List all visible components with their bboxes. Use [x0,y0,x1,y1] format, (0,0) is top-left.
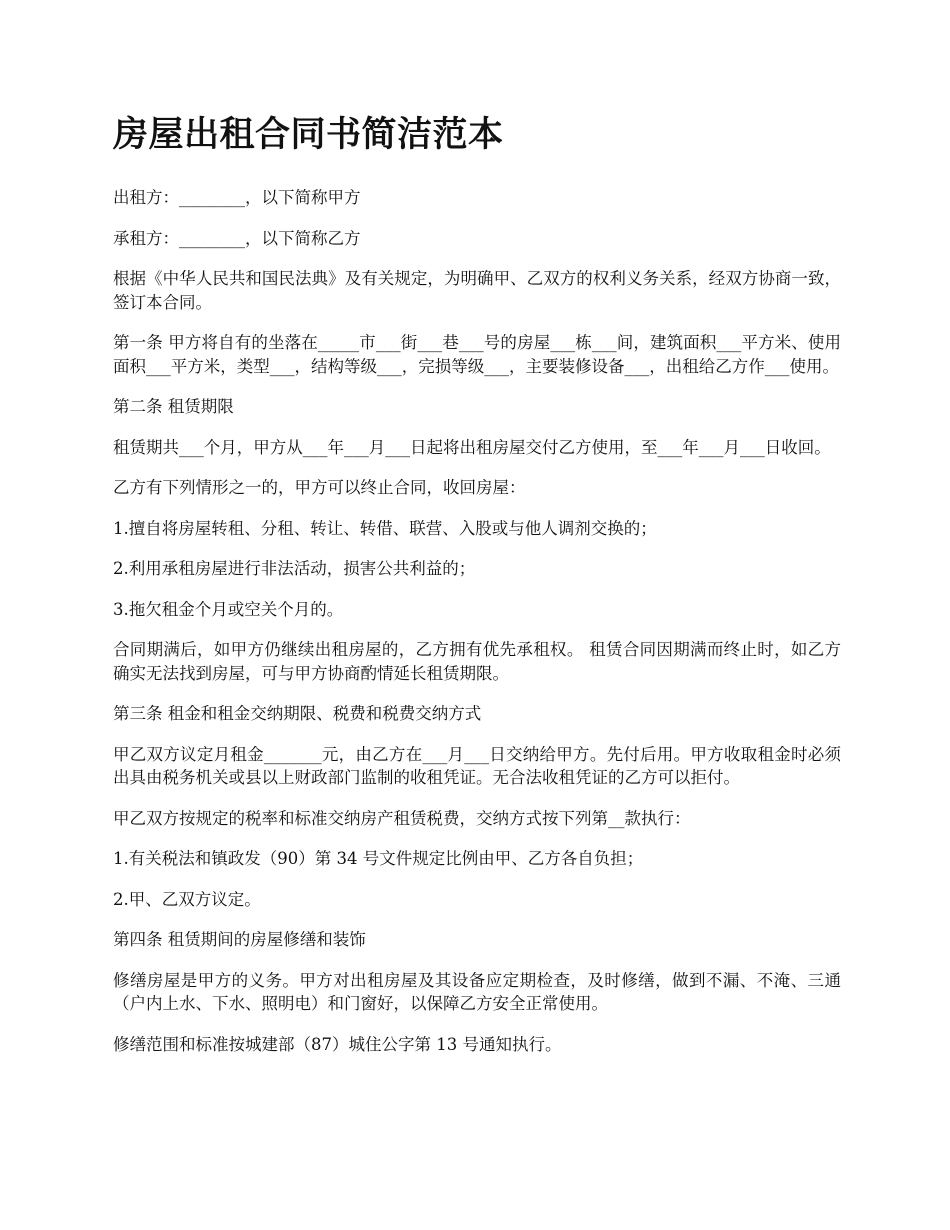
repair-duty-paragraph: 修缮房屋是甲方的义务。甲方对出租房屋及其设备应定期检查，及时修缮，做到不漏、不淹、三通（户内上水、下水、照明电）和门窗好，以保障乙方安全正常使用。 [113,970,841,1013]
tax-item-1: 1.有关税法和镇政发（90）第 34 号文件规定比例由甲、乙方各自负担； [113,849,644,868]
tax-intro-paragraph: 甲乙双方按规定的税率和标准交纳房产租赁税费，交纳方式按下列第__款执行： [113,808,691,828]
termination-intro-paragraph: 乙方有下列情形之一的，甲方可以终止合同，收回房屋： [113,478,526,497]
document-page [113,110,841,1073]
article-1-paragraph: 第一条 甲方将自有的坐落在_____市___街___巷___号的房屋___栋___间，建筑面积___平方米、使用面积___平方米，类型___，结构等级___，完损等级___，主要装修设备___，出租给乙方作___使用。 [113,333,841,376]
termination-item-2: 2.利用承租房屋进行非法活动，损害公共利益的； [113,559,476,578]
rent-paragraph: 甲乙双方议定月租金_______元，由乙方在___月___日交纳给甲方。先付后用。甲方收取租金时必须出具由税务机关或县以上财政部门监制的收租凭证。无合法收租凭证的乙方可以拒付。 [113,744,841,787]
article-3-heading: 第三条 租金和租金交纳期限、税费和税费交纳方式 [113,704,482,723]
document-title: 房屋出租合同书简洁范本 [113,114,504,155]
renewal-paragraph: 合同期满后，如甲方仍继续出租房屋的，乙方拥有优先承租权。 租赁合同因期满而终止时，如乙方确实无法找到房屋，可与甲方协商酌情延长租赁期限。 [113,640,841,683]
lessee-line: 承租方：________，以下简称乙方 [113,228,361,248]
article-4-heading: 第四条 租赁期间的房屋修缮和装饰 [113,930,366,949]
article-2-heading: 第二条 租赁期限 [113,397,234,416]
termination-item-3: 3.拖欠租金个月或空关个月的。 [113,599,344,619]
preamble-paragraph: 根据《中华人民共和国民法典》及有关规定，为明确甲、乙双方的权利义务关系，经双方协商一致，签订本合同。 [113,269,841,312]
lease-term-paragraph: 租赁期共___个月，甲方从___年___月___日起将出租房屋交付乙方使用，至___年___月___日收回。 [113,437,831,457]
termination-item-1: 1.擅自将房屋转租、分租、转让、转借、联营、入股或与他人调剂交换的； [113,518,657,538]
lessor-line: 出租方：________，以下简称甲方 [113,188,361,207]
tax-item-2: 2.甲、乙双方议定。 [113,889,261,909]
repair-scope-paragraph: 修缮范围和标准按城建部（87）城住公字第 13 号通知执行。 [113,1034,562,1054]
